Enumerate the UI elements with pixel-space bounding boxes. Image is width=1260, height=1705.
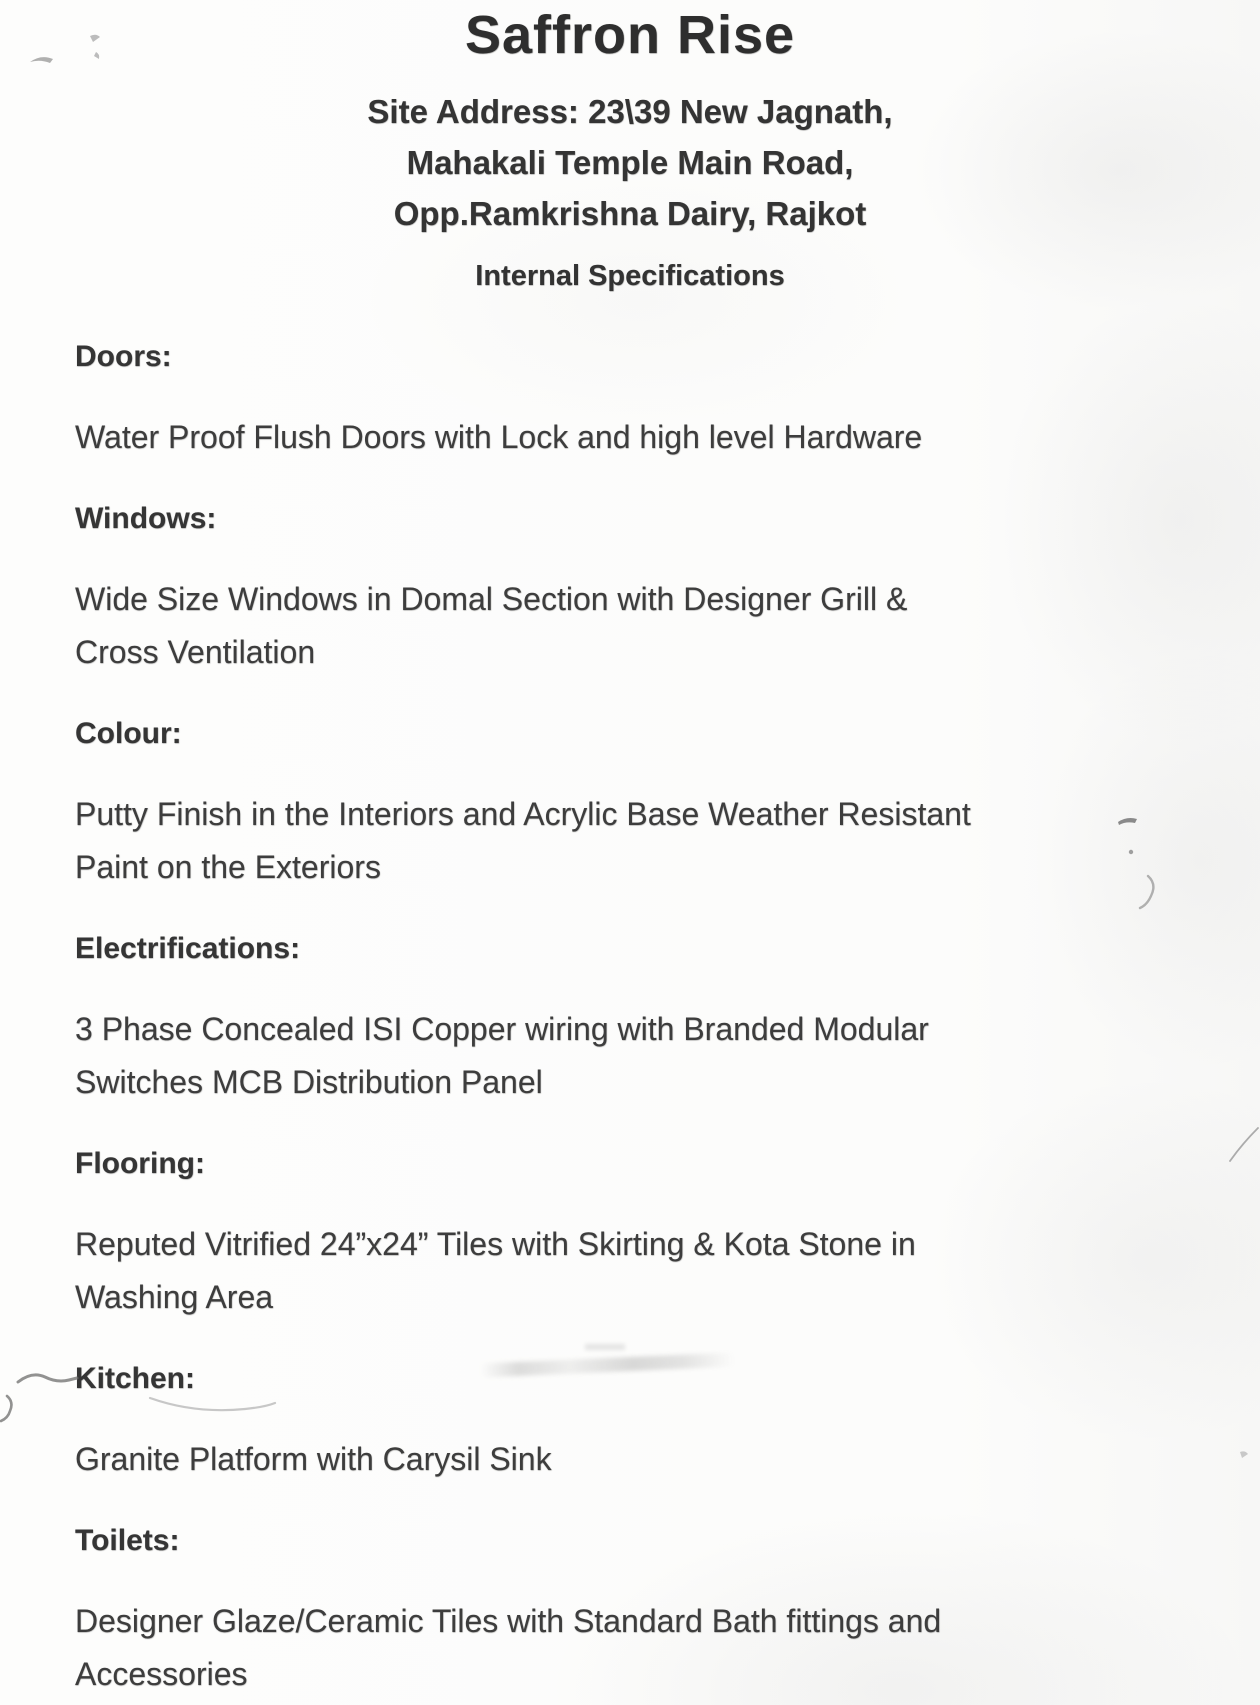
section-text-line: Reputed Vitrified 24”x24” Tiles with Skirting & Kota Stone in	[75, 1226, 916, 1262]
section-text-line: Putty Finish in the Interiors and Acrylic Base Weather Resistant	[75, 796, 971, 832]
section-text-line: Water Proof Flush Doors with Lock and high level Hardware	[75, 419, 923, 455]
section-text-line: Designer Glaze/Ceramic Tiles with Standard Bath fittings and	[75, 1603, 942, 1639]
section-windows	[75, 492, 1200, 679]
section-text-line: Wide Size Windows in Domal Section with Designer Grill &	[75, 581, 908, 617]
scan-squiggle	[18, 1375, 77, 1382]
section-heading: Flooring:	[75, 1147, 205, 1180]
section-doors	[75, 330, 1200, 464]
specifications-content	[75, 330, 1200, 1701]
section-heading: Windows:	[75, 502, 217, 535]
section-text-line: Switches MCB Distribution Panel	[75, 1064, 543, 1100]
scan-squiggle	[1, 1396, 11, 1421]
section-text-line: Accessories	[75, 1656, 248, 1692]
section-kitchen	[75, 1352, 1200, 1486]
section-heading: Toilets:	[75, 1524, 180, 1557]
section-toilets	[75, 1514, 1200, 1701]
scan-crease	[1230, 1128, 1258, 1161]
document-subtitle: Internal Specifications	[475, 260, 785, 292]
section-text-line: Granite Platform with Carysil Sink	[75, 1441, 552, 1477]
section-heading: Colour:	[75, 717, 182, 750]
section-text-line: Cross Ventilation	[75, 634, 316, 670]
site-address-line: Opp.Ramkrishna Dairy, Rajkot	[393, 195, 867, 232]
site-address-block	[0, 86, 1260, 239]
section-text-line: Washing Area	[75, 1279, 274, 1315]
section-text-line: 3 Phase Concealed ISI Copper wiring with Branded Modular	[75, 1011, 929, 1047]
scan-speck	[1240, 1451, 1248, 1458]
section-flooring	[75, 1137, 1200, 1324]
site-address-line: Mahakali Temple Main Road,	[406, 144, 854, 181]
document-title: Saffron Rise	[464, 5, 796, 65]
section-heading: Doors:	[75, 340, 172, 373]
scan-smudge-mark	[585, 1344, 625, 1350]
section-electrifications	[75, 922, 1200, 1109]
section-text-line: Paint on the Exteriors	[75, 849, 381, 885]
section-colour	[75, 707, 1200, 894]
section-heading: Kitchen:	[75, 1362, 195, 1395]
site-address-line: Site Address: 23\39 New Jagnath,	[367, 93, 893, 130]
section-heading: Electrifications:	[75, 932, 301, 965]
